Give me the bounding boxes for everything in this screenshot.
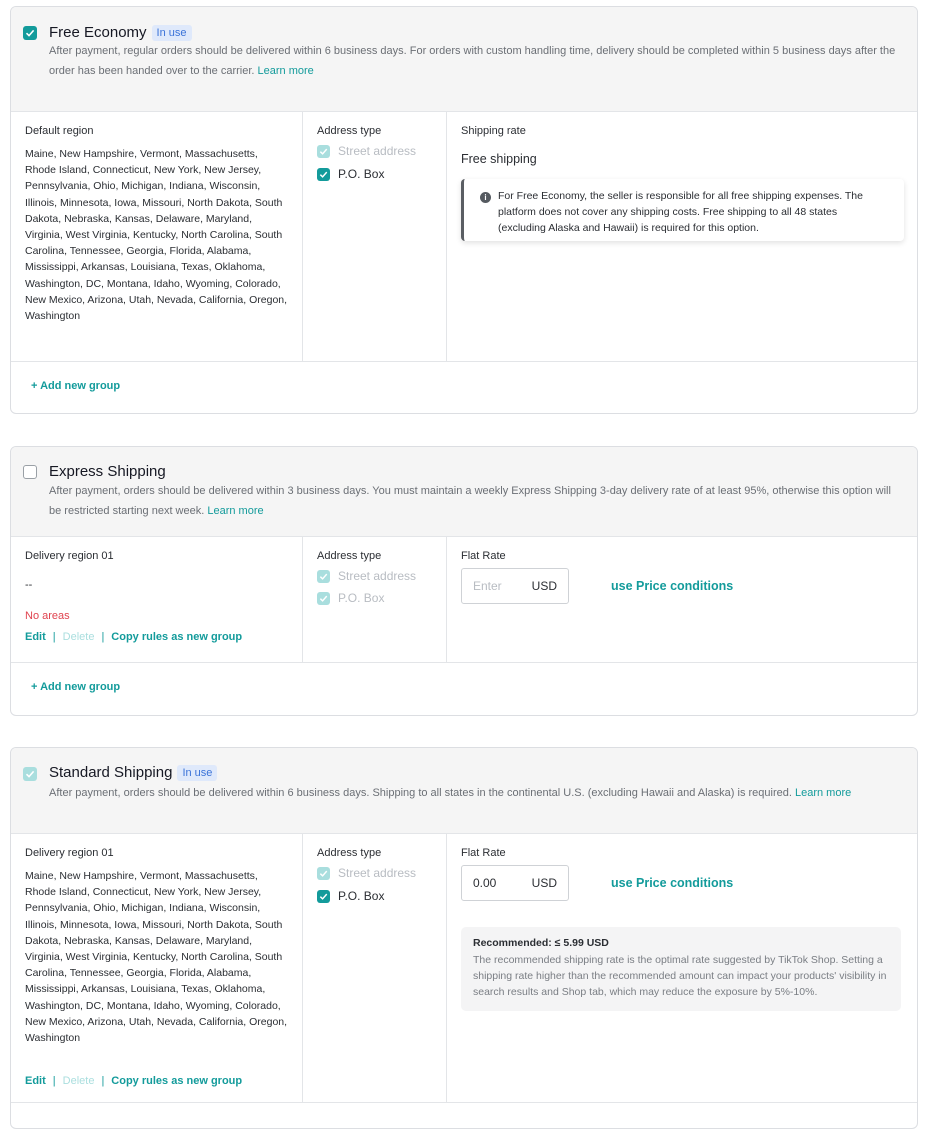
free-economy-title-row [49,24,192,41]
standard-title: Standard Shipping [49,764,173,781]
separator: | [52,631,56,643]
express-checkbox[interactable] [23,465,37,479]
check-icon [319,170,328,179]
express-rules [11,537,917,663]
standard-description [49,784,897,804]
add-new-group-button[interactable]: + Add new group [31,681,121,693]
flat-rate-label: Flat Rate [461,847,506,859]
street-address-label: Street address [338,144,417,158]
check-icon [319,594,328,603]
po-box-checkbox [317,592,330,605]
region-label: Delivery region 01 [25,550,114,562]
free-economy-title: Free Economy [49,24,147,41]
separator: | [52,1075,56,1087]
check-icon [319,572,328,581]
address-column [303,112,447,361]
notice-text: For Free Economy, the seller is responsible for all free shipping expenses. The platform does not cover any shipping costs. Free shipping to all 48 states (excluding Alaska and Hawaii) is required for this option. [498,190,863,234]
free-economy-card [10,6,918,414]
recommended-text: The recommended shipping rate is the optimal rate suggested by TikTok Shop. Setting a shipping rate higher than the recommended amount can impact your products' visibility in search results and Shop tab, which may reduce the exposure by 5%-10%. [473,954,887,999]
region-actions [25,1075,242,1087]
free-economy-header [11,7,917,112]
region-column [11,834,303,1102]
region-list: Maine, New Hampshire, Vermont, Massachusetts, Rhode Island, Connecticut, New York, New Jersey, Pennsylvania, Ohio, Michigan, Indiana, Wisconsin, Illinois, Minnesota, Iowa, Missouri, North Dakota, South Dakota, Nebraska, Kansas, Delaware, Maryland, Virginia, West Virginia, Kentucky, North Carolina, South Carolina, Tennessee, Georgia, Florida, Alabama, Mississippi, Arkansas, Louisiana, Texas, Oklahoma, Washington, DC, Montana, Idaho, Wyoming, Colorado, New Mexico, Arizona, Utah, Nevada, California, Oregon, Washington [25,870,288,1045]
rate-value: 0.00 [473,876,497,890]
standard-checkbox[interactable] [23,767,37,781]
region-empty-value: -- [25,579,33,591]
street-address-checkbox [317,145,330,158]
street-address-checkbox [317,570,330,583]
rate-column [447,537,917,662]
check-icon [319,869,328,878]
delete-button[interactable]: Delete [62,1075,95,1087]
free-economy-checkbox[interactable] [23,26,37,40]
standard-shipping-card [10,747,918,1129]
region-column [11,112,303,361]
region-label: Delivery region 01 [25,847,114,859]
street-address-label: Street address [338,866,417,880]
po-box-label: P.O. Box [338,591,385,605]
use-price-conditions-link[interactable]: use Price conditions [611,579,734,593]
po-box-checkbox[interactable] [317,168,330,181]
street-address-option [317,569,416,583]
express-title-row [49,463,166,480]
flat-rate-label: Flat Rate [461,550,506,562]
in-use-badge: In use [152,25,192,41]
copy-rules-button[interactable]: Copy rules as new group [111,631,243,643]
street-address-option [317,144,416,158]
region-actions [25,631,242,643]
rate-placeholder: Enter [473,579,502,593]
no-areas-error: No areas [25,610,70,622]
free-economy-description [49,42,897,81]
region-list: Maine, New Hampshire, Vermont, Massachusetts, Rhode Island, Connecticut, New York, New Jersey, Pennsylvania, Ohio, Michigan, Indiana, Wisconsin, Illinois, Minnesota, Iowa, Missouri, North Dakota, South Dakota, Nebraska, Kansas, Delaware, Maryland, Virginia, West Virginia, Kentucky, North Carolina, South Carolina, Tennessee, Georgia, Florida, Alabama, Mississippi, Arkansas, Louisiana, Texas, Oklahoma, Washington, DC, Montana, Idaho, Wyoming, Colorado, New Mexico, Arizona, Utah, Nevada, California, Oregon, Washington [25,148,288,323]
street-address-checkbox [317,867,330,880]
address-type-label: Address type [317,125,382,137]
street-address-label: Street address [338,569,417,583]
address-column [303,834,447,1102]
street-address-option [317,866,416,880]
rate-column [447,834,917,1102]
recommended-rate-box [461,927,901,1011]
po-box-option[interactable] [317,167,384,181]
edit-button[interactable]: Edit [25,631,46,643]
address-type-label: Address type [317,847,382,859]
delete-button[interactable]: Delete [62,631,95,643]
po-box-label: P.O. Box [338,889,385,903]
po-box-option [317,591,384,605]
separator: | [101,631,105,643]
express-shipping-card [10,446,918,716]
flat-rate-input[interactable] [461,865,569,901]
po-box-option[interactable] [317,889,384,903]
use-price-conditions-link[interactable]: use Price conditions [611,876,734,890]
free-economy-rules [11,112,917,362]
region-label: Default region [25,125,94,137]
standard-header [11,748,917,834]
po-box-label: P.O. Box [338,167,385,181]
check-icon [25,769,35,779]
in-use-badge: In use [177,765,217,781]
free-economy-notice [461,179,904,241]
check-icon [319,147,328,156]
learn-more-link[interactable]: Learn more [207,504,264,517]
express-description [49,482,897,521]
free-shipping-value: Free shipping [461,152,537,166]
edit-button[interactable]: Edit [25,1075,46,1087]
info-icon: i [480,192,491,203]
address-column [303,537,447,662]
add-new-group-button[interactable]: + Add new group [31,380,121,392]
standard-rules [11,834,917,1103]
learn-more-link[interactable]: Learn more [794,787,852,799]
express-title: Express Shipping [49,463,166,480]
recommended-title: Recommended: ≤ 5.99 USD [473,937,609,949]
currency-label: USD [531,876,557,890]
description-text: After payment, regular orders should be delivered within 6 business days. For orders with custom handling time, delivery should be completed within 5 business days after the order has been handed over to the carrier. [49,45,896,77]
description-text: After payment, orders should be delivered within 3 business days. You must maintain a weekly Express Shipping 3-day delivery rate of at least 95%, otherwise this option will be restricted starting next week. [49,485,891,517]
rate-column [447,112,917,361]
express-header [11,447,917,537]
flat-rate-input[interactable] [461,568,569,604]
po-box-checkbox[interactable] [317,890,330,903]
shipping-rate-label: Shipping rate [461,125,526,137]
copy-rules-button[interactable]: Copy rules as new group [111,1075,243,1087]
separator: | [101,1075,105,1087]
check-icon [319,892,328,901]
learn-more-link[interactable]: Learn more [257,64,314,77]
currency-label: USD [531,579,557,593]
standard-title-row [49,764,217,781]
region-column [11,537,303,662]
address-type-label: Address type [317,550,382,562]
description-text: After payment, orders should be delivered within 6 business days. Shipping to all states in the continental U.S. (excluding Hawaii and Alaska) is required. [49,787,792,799]
check-icon [25,28,35,38]
